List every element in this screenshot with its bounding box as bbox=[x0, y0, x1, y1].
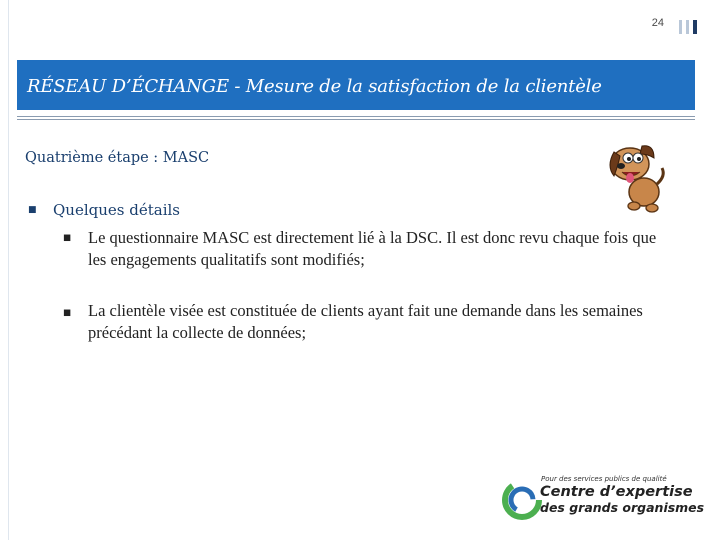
list-item: Le questionnaire MASC est directement lié à la DSC. Il est donc revu chaque fois que les engagements qualitatifs sont modifiés; bbox=[88, 228, 657, 269]
cartoon-dog-icon bbox=[604, 136, 668, 214]
title-divider bbox=[17, 116, 695, 120]
page-number: 24 bbox=[651, 17, 664, 29]
square-bullet-icon: ■ bbox=[28, 205, 37, 215]
slide-title-bar bbox=[17, 60, 695, 110]
left-border-rule bbox=[8, 0, 9, 540]
logo-title-line2: des grands organismes bbox=[540, 500, 705, 515]
section-label: Quelques détails bbox=[53, 201, 180, 219]
slide-title: RÉSEAU D’ÉCHANGE - Mesure de la satisfaction de la clientèle bbox=[27, 76, 602, 97]
square-bullet-icon: ■ bbox=[63, 233, 72, 243]
list-item: La clientèle visée est constituée de clients ayant fait une demande dans les semaines précédant la collecte de données; bbox=[88, 301, 643, 342]
square-bullet-icon: ■ bbox=[63, 308, 72, 318]
logo-tagline: Pour des services publics de qualité bbox=[541, 475, 667, 483]
logo-title-line1: Centre d’expertise bbox=[540, 484, 693, 500]
step-heading: Quatrième étape : MASC bbox=[25, 150, 210, 166]
